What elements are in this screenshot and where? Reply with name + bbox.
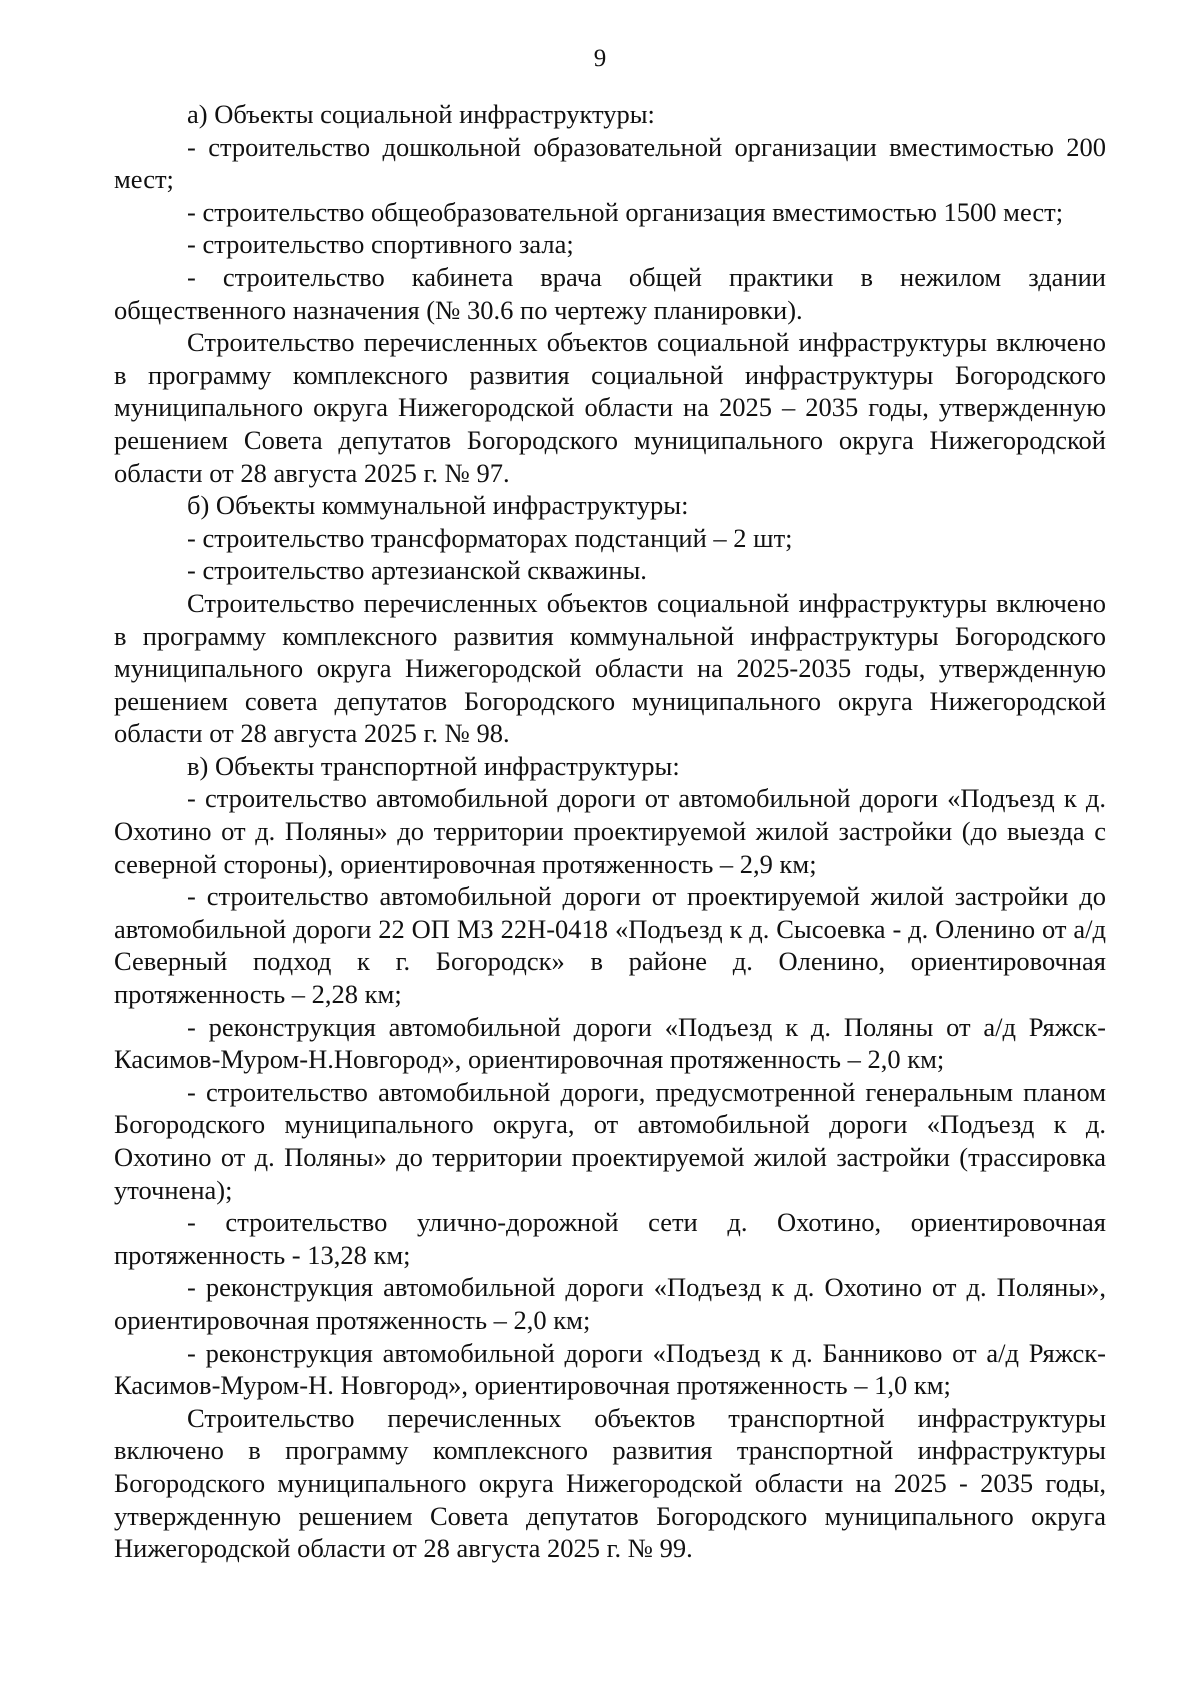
program-paragraph-transport: Строительство перечисленных объектов транспортной инфраструктуры включено в программу комплексного развития транспортной инфраструктуры Богородского муниципального округа Нижегородской области на 2025 - 2035 годы, утвержденную решением Совета депутатов Богородского муниципального округа Нижегородской области от 28 августа 2025 г. № 99. bbox=[114, 1402, 1106, 1564]
list-item: - реконструкция автомобильной дороги «Подъезд к д. Банниково от а/д Ряжск-Касимов-Муром-Н. Новгород», ориентировочная протяженность – 1,0 км; bbox=[114, 1337, 1106, 1401]
list-item: - строительство автомобильной дороги от автомобильной дороги «Подъезд к д. Охотино от д. Поляны» до территории проектируемой жилой застройки (до выезда с северной стороны), ориентировочная протяженность – 2,9 км; bbox=[114, 783, 1106, 879]
list-item: - строительство кабинета врача общей практики в нежилом здании общественного назначения (№ 30.6 по чертежу планировки). bbox=[114, 261, 1106, 325]
list-item: - строительство спортивного зала; bbox=[187, 229, 574, 260]
list-item: - строительство автомобильной дороги от проектируемой жилой застройки до автомобильной дороги 22 ОП МЗ 22Н-0418 «Подъезд к д. Сысоевка - д. Оленино от а/д Северный подход к г. Богородск» в районе д. Оленино, ориентировочная протяженность – 2,28 км; bbox=[114, 881, 1106, 1010]
section-heading-communal: б) Объекты коммунальной инфраструктуры: bbox=[187, 490, 689, 521]
list-item: - строительство автомобильной дороги, предусмотренной генеральным планом Богородского муниципального округа, от автомобильной дороги «Подъезд к д. Охотино от д. Поляны» до территории проектируемой жилой застройки (трассировка уточнена); bbox=[114, 1076, 1106, 1205]
list-item: - строительство трансформаторах подстанций – 2 шт; bbox=[187, 522, 793, 553]
section-heading-transport: в) Объекты транспортной инфраструктуры: bbox=[187, 750, 680, 781]
document-body bbox=[114, 98, 1106, 1565]
list-item: - строительство улично-дорожной сети д. Охотино, ориентировочная протяженность - 13,28 км; bbox=[114, 1207, 1106, 1270]
section-heading-social: а) Объекты социальной инфраструктуры: bbox=[187, 99, 655, 129]
list-item: - реконструкция автомобильной дороги «Подъезд к д. Охотино от д. Поляны», ориентировочная протяженность – 2,0 км; bbox=[114, 1272, 1106, 1335]
program-paragraph-social: Строительство перечисленных объектов социальной инфраструктуры включено в программу комплексного развития социальной инфраструктуры Богородского муниципального округа Нижегородской области на 2025 – 2035 годы, утвержденную решением Совета депутатов Богородского муниципального округа Нижегородской области от 28 августа 2025 г. № 97. bbox=[114, 327, 1106, 488]
list-item: - строительство дошкольной образовательной организации вместимостью 200 мест; bbox=[114, 131, 1106, 195]
list-item: - строительство артезианской скважины. bbox=[187, 555, 647, 586]
program-paragraph-communal: Строительство перечисленных объектов социальной инфраструктуры включено в программу комплексного развития коммунальной инфраструктуры Богородского муниципального округа Нижегородской области на 2025-2035 годы, утвержденную решением совета депутатов Богородского муниципального округа Нижегородской области от 28 августа 2025 г. № 98. bbox=[114, 587, 1106, 749]
page-number: 9 bbox=[593, 45, 607, 72]
list-item: - реконструкция автомобильной дороги «Подъезд к д. Поляны от а/д Ряжск-Касимов-Муром-Н.Новгород», ориентировочная протяженность – 2,0 км; bbox=[114, 1011, 1106, 1075]
list-item: - строительство общеобразовательной организация вместимостью 1500 мест; bbox=[187, 196, 1064, 227]
